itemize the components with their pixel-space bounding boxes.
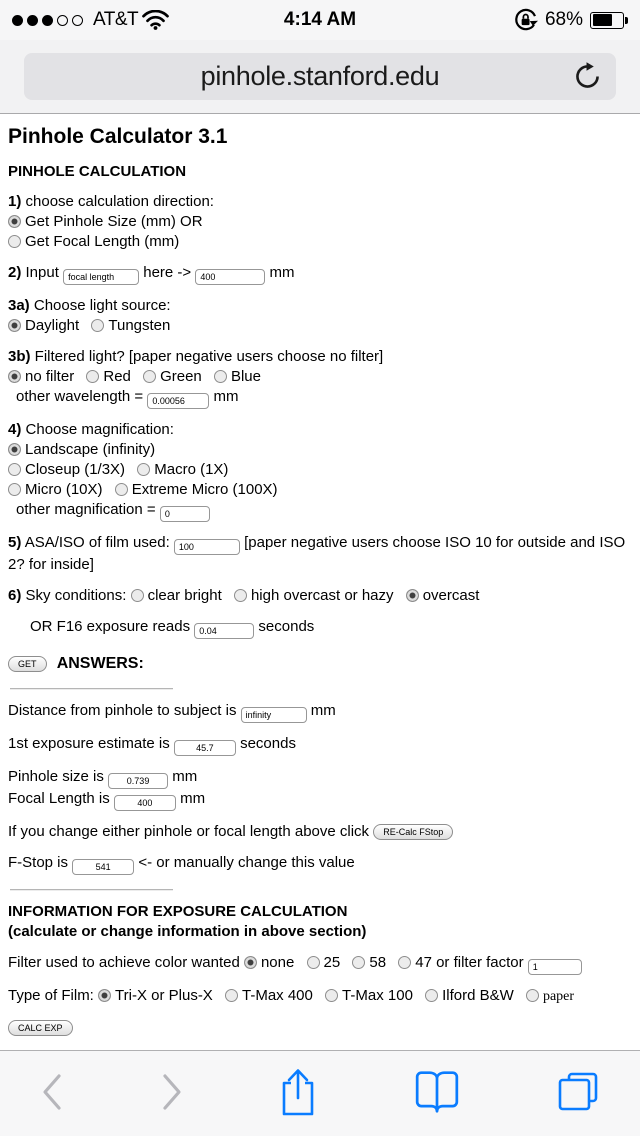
back-button[interactable] [40, 1072, 64, 1115]
section-header-pinhole-calculation: PINHOLE CALCULATION [8, 163, 187, 180]
calc-exp-row [8, 1018, 632, 1038]
radio-closeup[interactable] [8, 463, 21, 476]
q3b-label: Filtered light? [paper negative users choose no filter] [34, 348, 384, 365]
radio-macro[interactable] [137, 463, 150, 476]
forward-button[interactable] [160, 1072, 184, 1115]
filter-row [8, 953, 632, 975]
q2-number: 2) [8, 264, 22, 281]
get-answers-row [8, 654, 632, 674]
radio-tri-x[interactable] [98, 989, 111, 1002]
carrier-label: AT&T [93, 9, 139, 30]
question-4 [8, 420, 632, 440]
radio-high-overcast[interactable] [234, 589, 247, 602]
info-header-line2: (calculate or change information in above section) [8, 923, 367, 940]
bottom-toolbar [0, 1050, 640, 1136]
overcast-label: overcast [422, 587, 480, 604]
share-button[interactable] [279, 1067, 317, 1120]
back-chevron-icon [40, 1072, 64, 1115]
fstop-label: F-Stop is [8, 854, 69, 871]
radio-filter-25[interactable] [307, 956, 320, 969]
wavelength-unit: mm [213, 388, 239, 405]
q4-label: Choose magnification: [25, 421, 174, 438]
q1-label: choose calculation direction: [25, 193, 214, 210]
radio-daylight[interactable] [8, 319, 21, 332]
question-2 [8, 263, 632, 285]
radio-filter-47[interactable] [398, 956, 411, 969]
share-icon [279, 1067, 317, 1120]
radio-red[interactable] [86, 370, 99, 383]
q1-opt2-label: Get Focal Length (mm) [25, 233, 180, 250]
radio-blue[interactable] [214, 370, 227, 383]
clock: 4:14 AM [283, 9, 357, 30]
radio-tmax-100[interactable] [325, 989, 338, 1002]
q4-row-closeup-macro [8, 460, 632, 480]
radio-clear-bright[interactable] [131, 589, 144, 602]
input-first-exposure[interactable] [174, 740, 236, 756]
answer-focal-length [8, 789, 632, 811]
clear-bright-label: clear bright [147, 587, 222, 604]
recalc-label: If you change either pinhole or focal length above click [8, 823, 370, 840]
radio-ilford-bw[interactable] [425, 989, 438, 1002]
radio-tmax-400[interactable] [225, 989, 238, 1002]
open-book-icon [413, 1069, 461, 1118]
paper-label: paper [542, 989, 575, 1004]
question-6 [8, 586, 632, 606]
radio-filter-none[interactable] [244, 956, 257, 969]
q3b-number: 3b) [8, 348, 31, 365]
question-5 [8, 533, 632, 575]
q5-note: [paper negative users choose ISO 10 for outside and ISO 2? for inside] [8, 534, 626, 573]
film-row [8, 986, 632, 1007]
question-3a [8, 296, 632, 316]
radio-no-filter[interactable] [8, 370, 21, 383]
page-title: Pinhole Calculator 3.1 [8, 125, 228, 148]
other-wavelength-label: other wavelength = [16, 388, 144, 405]
q5-label: ASA/ISO of film used: [24, 534, 170, 551]
q4-number: 4) [8, 421, 22, 438]
film-label: Type of Film: [8, 987, 94, 1004]
info-header-line1: INFORMATION FOR EXPOSURE CALCULATION [8, 903, 348, 920]
q3a-options [8, 316, 632, 336]
pinhole-size-unit: mm [172, 768, 198, 785]
radio-paper[interactable] [526, 989, 539, 1002]
input-f16-exposure[interactable] [194, 623, 254, 639]
divider [10, 688, 173, 690]
q1-option-focal-length [8, 232, 632, 252]
q4-row-landscape [8, 440, 632, 460]
recalc-row [8, 822, 632, 842]
battery-icon [590, 12, 628, 29]
f16-label: OR F16 exposure reads [30, 618, 191, 635]
rotation-lock-icon [513, 8, 538, 33]
high-overcast-label: high overcast or hazy [250, 587, 394, 604]
pinhole-size-label: Pinhole size is [8, 768, 104, 785]
q6-number: 6) [8, 587, 22, 604]
ilford-bw-label: Ilford B&W [442, 987, 514, 1004]
q2-label: Input [25, 264, 59, 281]
input-other-wavelength[interactable] [147, 393, 209, 409]
other-magnification-row [16, 500, 632, 522]
radio-landscape[interactable] [8, 443, 21, 456]
recalc-fstop-button[interactable]: RE-Calc FStop [373, 824, 453, 840]
q4-row-micro [8, 480, 632, 500]
question-3b [8, 347, 632, 367]
radio-green[interactable] [143, 370, 156, 383]
tmax-400-label: T-Max 400 [242, 987, 313, 1004]
calc-exp-button[interactable]: CALC EXP [8, 1020, 73, 1036]
f16-unit: seconds [258, 618, 315, 635]
input-focal-length-answer[interactable] [114, 795, 176, 811]
filter-label: Filter used to achieve color wanted [8, 954, 240, 971]
no-filter-label: no filter [25, 368, 75, 385]
answer-distance [8, 701, 632, 723]
filter-factor-label: or filter factor [436, 954, 524, 971]
q6-label: Sky conditions: [25, 587, 127, 604]
filter-47-label: 47 [415, 954, 432, 971]
radio-filter-58[interactable] [352, 956, 365, 969]
input-distance[interactable] [241, 707, 307, 723]
q3a-label: Choose light source: [33, 297, 171, 314]
input-focal-length-value[interactable] [195, 269, 265, 285]
radio-extreme-micro[interactable] [115, 483, 128, 496]
radio-micro[interactable] [8, 483, 21, 496]
bookmarks-button[interactable] [413, 1069, 461, 1118]
macro-label: Macro (1X) [154, 461, 229, 478]
other-wavelength-row [16, 387, 632, 409]
get-button[interactable]: GET [8, 656, 47, 672]
red-label: Red [103, 368, 131, 385]
input-pinhole-size[interactable] [108, 773, 168, 789]
input-fstop[interactable] [72, 859, 134, 875]
micro-label: Micro (10X) [25, 481, 103, 498]
fstop-row [8, 853, 632, 875]
status-right [513, 8, 628, 33]
extreme-micro-label: Extreme Micro (100X) [131, 481, 278, 498]
radio-overcast[interactable] [406, 589, 419, 602]
closeup-label: Closeup (1/3X) [25, 461, 126, 478]
tungsten-label: Tungsten [108, 317, 171, 334]
divider [10, 889, 173, 891]
radio-tungsten[interactable] [91, 319, 104, 332]
landscape-label: Landscape (infinity) [25, 441, 156, 458]
radio-get-focal-length[interactable] [8, 235, 21, 248]
tabs-icon [556, 1070, 600, 1117]
answer-first-exposure [8, 734, 632, 756]
tmax-100-label: T-Max 100 [342, 987, 413, 1004]
distance-unit: mm [310, 702, 336, 719]
q3b-options [8, 367, 632, 387]
url-bar [0, 40, 640, 114]
tri-x-label: Tri-X or Plus-X [115, 987, 213, 1004]
focal-length-unit: mm [180, 790, 206, 807]
input-filter-factor[interactable] [528, 959, 582, 975]
filter-58-label: 58 [369, 954, 387, 971]
distance-label: Distance from pinhole to subject is [8, 702, 237, 719]
battery-percent: 68% [544, 9, 583, 30]
filter-none-label: none [260, 954, 295, 971]
daylight-label: Daylight [25, 317, 80, 334]
status-bar [0, 0, 640, 40]
q2-unit: mm [269, 264, 295, 281]
input-quantity-name[interactable] [63, 269, 139, 285]
radio-get-pinhole-size[interactable] [8, 215, 21, 228]
input-iso[interactable] [174, 539, 240, 555]
question-1 [8, 192, 632, 212]
other-magnification-label: other magnification = [16, 501, 156, 518]
first-exposure-label: 1st exposure estimate is [8, 735, 170, 752]
focal-length-label: Focal Length is [8, 790, 110, 807]
answer-pinhole-size [8, 767, 632, 789]
first-exposure-unit: seconds [240, 735, 296, 752]
q2-mid-label: here -> [143, 264, 192, 281]
q1-option-pinhole-size [8, 212, 632, 232]
page-content [0, 114, 640, 1120]
q3a-number: 3a) [8, 297, 30, 314]
forward-chevron-icon [160, 1072, 184, 1115]
f16-exposure-row [30, 617, 632, 639]
address-field[interactable] [24, 53, 616, 100]
blue-label: Blue [230, 368, 261, 385]
q1-number: 1) [8, 193, 22, 210]
tabs-button[interactable] [556, 1070, 600, 1117]
q5-number: 5) [8, 534, 22, 551]
answers-header: ANSWERS: [56, 655, 144, 672]
reload-icon[interactable] [573, 62, 602, 96]
green-label: Green [160, 368, 202, 385]
q1-opt1-label: Get Pinhole Size (mm) OR [25, 213, 203, 230]
filter-25-label: 25 [323, 954, 341, 971]
fstop-suffix: <- or manually change this value [138, 854, 355, 871]
url-text: pinhole.stanford.edu [200, 61, 440, 91]
input-other-magnification[interactable] [160, 506, 210, 522]
